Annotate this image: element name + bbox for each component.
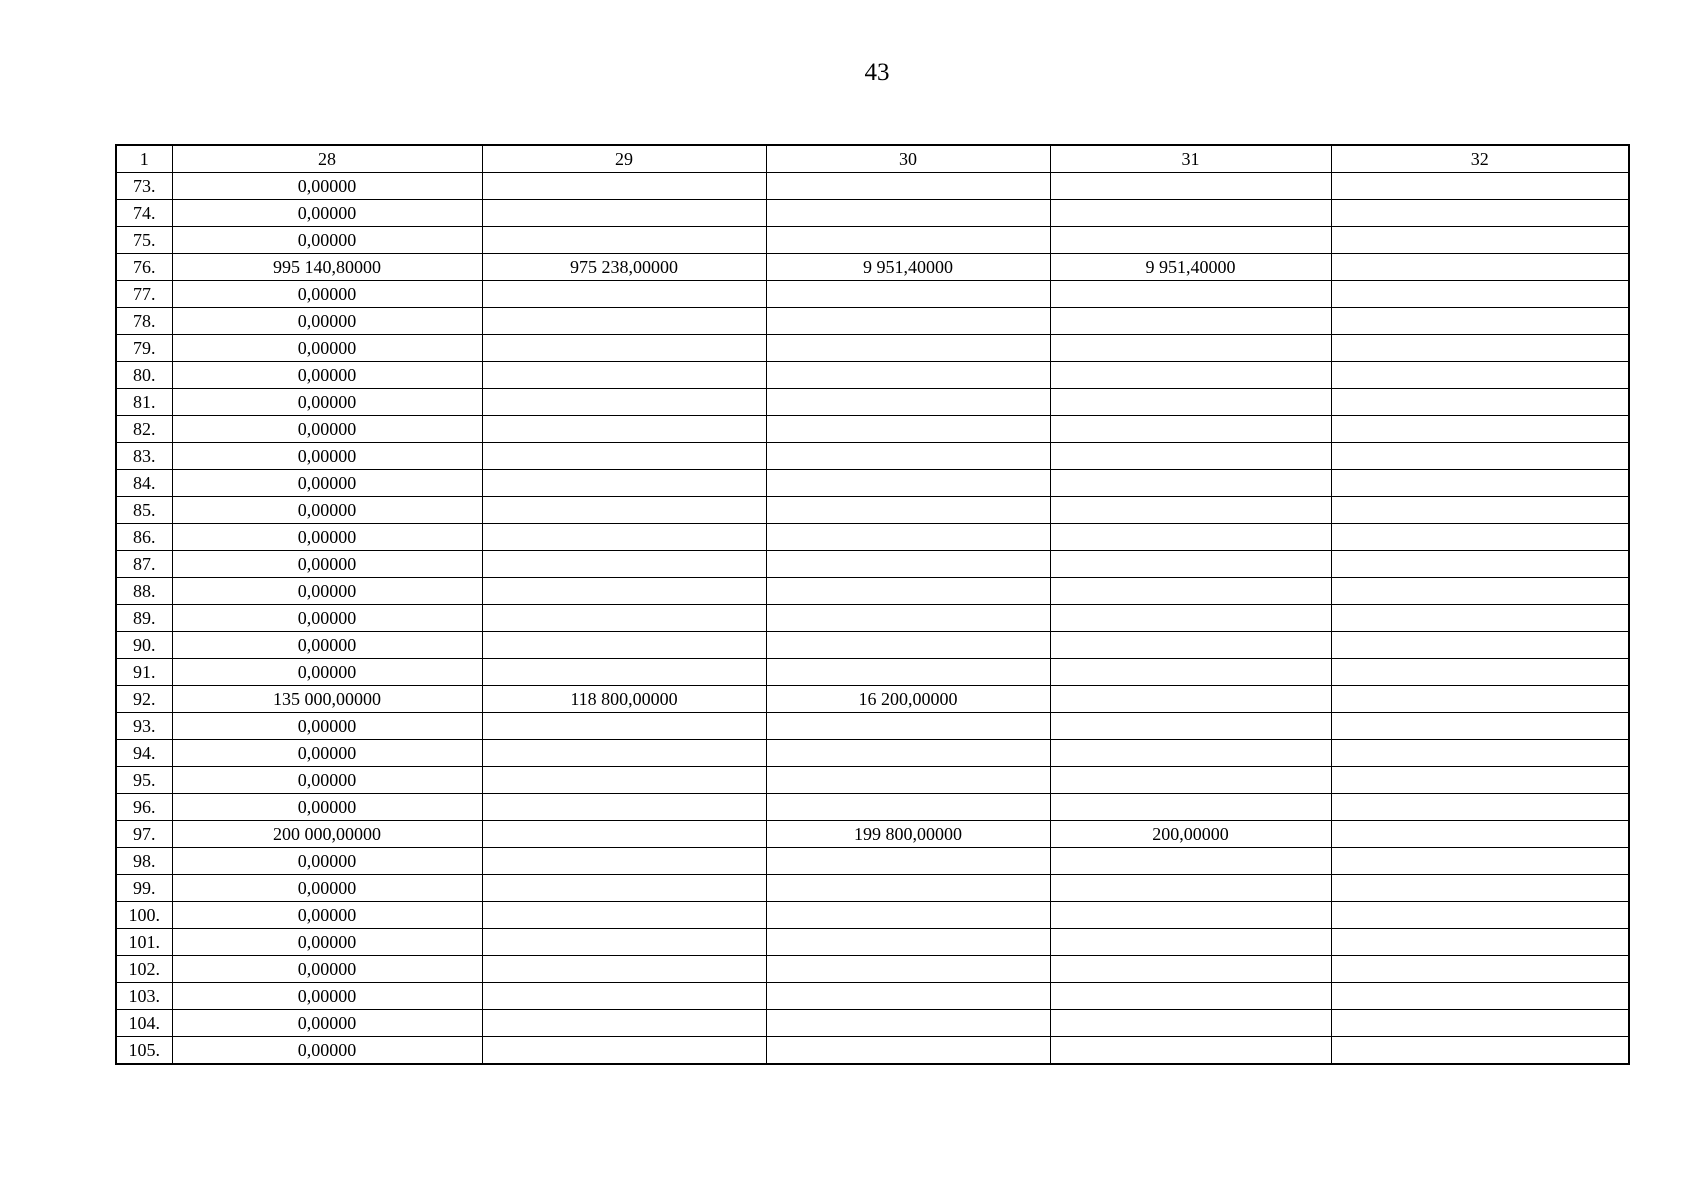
row-number-cell: 95. bbox=[116, 767, 172, 794]
table-cell bbox=[482, 794, 766, 821]
table-cell bbox=[1331, 281, 1629, 308]
table-cell bbox=[766, 794, 1050, 821]
table-cell bbox=[482, 902, 766, 929]
table-cell bbox=[482, 308, 766, 335]
table-cell bbox=[482, 1010, 766, 1037]
row-number-cell: 98. bbox=[116, 848, 172, 875]
row-number-cell: 97. bbox=[116, 821, 172, 848]
table-row bbox=[116, 686, 1629, 713]
table-cell: 0,00000 bbox=[172, 875, 482, 902]
table-cell bbox=[1050, 443, 1331, 470]
table-cell bbox=[766, 443, 1050, 470]
table-row bbox=[116, 173, 1629, 200]
table-cell bbox=[766, 308, 1050, 335]
table-cell bbox=[482, 416, 766, 443]
table-cell bbox=[1050, 605, 1331, 632]
table-cell: 0,00000 bbox=[172, 281, 482, 308]
table-cell bbox=[1050, 713, 1331, 740]
table-cell bbox=[766, 713, 1050, 740]
row-number-cell: 99. bbox=[116, 875, 172, 902]
table-cell bbox=[482, 389, 766, 416]
row-number-cell: 79. bbox=[116, 335, 172, 362]
table-cell: 0,00000 bbox=[172, 578, 482, 605]
table-cell bbox=[1050, 659, 1331, 686]
table-cell bbox=[766, 902, 1050, 929]
table-cell bbox=[1331, 848, 1629, 875]
header-cell: 32 bbox=[1331, 145, 1629, 173]
table-cell: 0,00000 bbox=[172, 362, 482, 389]
table-cell bbox=[1331, 524, 1629, 551]
header-cell: 29 bbox=[482, 145, 766, 173]
table-cell bbox=[766, 983, 1050, 1010]
table-row bbox=[116, 956, 1629, 983]
table-cell bbox=[1331, 254, 1629, 281]
table-cell: 0,00000 bbox=[172, 794, 482, 821]
table-cell: 0,00000 bbox=[172, 227, 482, 254]
table-cell bbox=[1331, 632, 1629, 659]
table-cell bbox=[1050, 848, 1331, 875]
row-number-cell: 101. bbox=[116, 929, 172, 956]
table-cell: 9 951,40000 bbox=[766, 254, 1050, 281]
table-row bbox=[116, 362, 1629, 389]
table-row bbox=[116, 767, 1629, 794]
table-cell bbox=[482, 362, 766, 389]
row-number-cell: 81. bbox=[116, 389, 172, 416]
table-cell bbox=[1331, 308, 1629, 335]
table-cell bbox=[1050, 200, 1331, 227]
table-cell bbox=[1331, 200, 1629, 227]
table-cell bbox=[1050, 470, 1331, 497]
table-cell: 995 140,80000 bbox=[172, 254, 482, 281]
table-cell: 0,00000 bbox=[172, 1010, 482, 1037]
table-cell bbox=[766, 875, 1050, 902]
table-cell bbox=[1331, 1010, 1629, 1037]
row-number-cell: 91. bbox=[116, 659, 172, 686]
table-cell bbox=[1050, 686, 1331, 713]
table-cell bbox=[1331, 605, 1629, 632]
table-row bbox=[116, 335, 1629, 362]
table-cell: 0,00000 bbox=[172, 605, 482, 632]
table-cell bbox=[482, 173, 766, 200]
table-row bbox=[116, 794, 1629, 821]
table-cell: 0,00000 bbox=[172, 335, 482, 362]
row-number-cell: 82. bbox=[116, 416, 172, 443]
table-cell: 0,00000 bbox=[172, 308, 482, 335]
table-cell bbox=[1050, 902, 1331, 929]
table-row bbox=[116, 524, 1629, 551]
table-cell bbox=[766, 524, 1050, 551]
row-number-cell: 93. bbox=[116, 713, 172, 740]
header-cell: 28 bbox=[172, 145, 482, 173]
table-cell: 199 800,00000 bbox=[766, 821, 1050, 848]
table-cell bbox=[482, 632, 766, 659]
table-cell: 0,00000 bbox=[172, 659, 482, 686]
table-cell bbox=[1331, 227, 1629, 254]
table-cell: 0,00000 bbox=[172, 983, 482, 1010]
table-cell bbox=[1331, 173, 1629, 200]
data-table bbox=[115, 144, 1630, 1065]
table-cell: 0,00000 bbox=[172, 173, 482, 200]
table-cell bbox=[1331, 470, 1629, 497]
table-cell: 0,00000 bbox=[172, 713, 482, 740]
row-number-cell: 100. bbox=[116, 902, 172, 929]
table-cell bbox=[482, 443, 766, 470]
table-cell: 0,00000 bbox=[172, 551, 482, 578]
table-row bbox=[116, 821, 1629, 848]
table-cell bbox=[766, 605, 1050, 632]
table-cell bbox=[482, 227, 766, 254]
header-cell: 31 bbox=[1050, 145, 1331, 173]
table-row bbox=[116, 929, 1629, 956]
table-cell bbox=[1050, 551, 1331, 578]
table-row bbox=[116, 578, 1629, 605]
table-cell bbox=[1050, 578, 1331, 605]
table-cell bbox=[482, 740, 766, 767]
table-cell bbox=[1050, 497, 1331, 524]
table-cell bbox=[482, 929, 766, 956]
table-cell bbox=[1331, 416, 1629, 443]
table-header-row bbox=[116, 145, 1629, 173]
table-row bbox=[116, 200, 1629, 227]
table-cell bbox=[482, 983, 766, 1010]
table-row bbox=[116, 902, 1629, 929]
table-cell: 0,00000 bbox=[172, 443, 482, 470]
table-cell bbox=[766, 470, 1050, 497]
table-row bbox=[116, 281, 1629, 308]
table-cell bbox=[482, 659, 766, 686]
table-cell: 135 000,00000 bbox=[172, 686, 482, 713]
table-cell bbox=[1331, 551, 1629, 578]
row-number-cell: 104. bbox=[116, 1010, 172, 1037]
row-number-cell: 86. bbox=[116, 524, 172, 551]
row-number-cell: 78. bbox=[116, 308, 172, 335]
row-number-cell: 87. bbox=[116, 551, 172, 578]
table-cell: 0,00000 bbox=[172, 200, 482, 227]
row-number-cell: 102. bbox=[116, 956, 172, 983]
table-row bbox=[116, 1037, 1629, 1065]
table-cell bbox=[1331, 389, 1629, 416]
table-row bbox=[116, 416, 1629, 443]
row-number-cell: 76. bbox=[116, 254, 172, 281]
table-cell bbox=[766, 632, 1050, 659]
table-cell bbox=[1331, 443, 1629, 470]
table-cell bbox=[1050, 362, 1331, 389]
table-cell bbox=[1331, 713, 1629, 740]
table-row bbox=[116, 875, 1629, 902]
table-cell bbox=[766, 227, 1050, 254]
table-cell bbox=[1331, 335, 1629, 362]
table-cell bbox=[1331, 659, 1629, 686]
table-cell bbox=[1050, 281, 1331, 308]
header-cell: 30 bbox=[766, 145, 1050, 173]
table-cell bbox=[1050, 416, 1331, 443]
table-cell bbox=[1331, 875, 1629, 902]
header-cell: 1 bbox=[116, 145, 172, 173]
table-cell bbox=[1331, 578, 1629, 605]
table-cell bbox=[1050, 983, 1331, 1010]
table-cell: 0,00000 bbox=[172, 956, 482, 983]
table-row bbox=[116, 605, 1629, 632]
row-number-cell: 105. bbox=[116, 1037, 172, 1065]
table-cell bbox=[766, 740, 1050, 767]
table-row bbox=[116, 254, 1629, 281]
table-cell bbox=[766, 281, 1050, 308]
table-cell bbox=[766, 767, 1050, 794]
table-cell bbox=[1331, 497, 1629, 524]
table-row bbox=[116, 470, 1629, 497]
row-number-cell: 85. bbox=[116, 497, 172, 524]
table-cell bbox=[1050, 524, 1331, 551]
row-number-cell: 74. bbox=[116, 200, 172, 227]
table-cell bbox=[482, 281, 766, 308]
table-cell bbox=[482, 713, 766, 740]
table-cell: 0,00000 bbox=[172, 902, 482, 929]
table-cell: 0,00000 bbox=[172, 929, 482, 956]
table-cell bbox=[482, 470, 766, 497]
table-cell bbox=[1331, 902, 1629, 929]
table-cell bbox=[766, 362, 1050, 389]
table-cell bbox=[482, 578, 766, 605]
table-row bbox=[116, 632, 1629, 659]
table-cell bbox=[766, 848, 1050, 875]
row-number-cell: 75. bbox=[116, 227, 172, 254]
table-cell bbox=[482, 767, 766, 794]
row-number-cell: 89. bbox=[116, 605, 172, 632]
table-cell bbox=[1050, 956, 1331, 983]
table-row bbox=[116, 983, 1629, 1010]
page-number: 43 bbox=[864, 59, 890, 86]
row-number-cell: 77. bbox=[116, 281, 172, 308]
table-cell bbox=[482, 1037, 766, 1065]
row-number-cell: 96. bbox=[116, 794, 172, 821]
table-row bbox=[116, 443, 1629, 470]
table-row bbox=[116, 713, 1629, 740]
table-row bbox=[116, 740, 1629, 767]
table-cell bbox=[766, 578, 1050, 605]
table-cell: 0,00000 bbox=[172, 740, 482, 767]
table-cell bbox=[1331, 740, 1629, 767]
row-number-cell: 90. bbox=[116, 632, 172, 659]
table-cell: 0,00000 bbox=[172, 470, 482, 497]
table-cell bbox=[1331, 362, 1629, 389]
table-body bbox=[116, 145, 1629, 1064]
table-cell bbox=[766, 416, 1050, 443]
table-row bbox=[116, 659, 1629, 686]
table-cell: 200,00000 bbox=[1050, 821, 1331, 848]
table-row bbox=[116, 848, 1629, 875]
table-row bbox=[116, 227, 1629, 254]
table-cell: 0,00000 bbox=[172, 1037, 482, 1065]
table-cell bbox=[1331, 821, 1629, 848]
table-cell: 200 000,00000 bbox=[172, 821, 482, 848]
table-cell bbox=[482, 335, 766, 362]
table-cell bbox=[1050, 308, 1331, 335]
row-number-cell: 103. bbox=[116, 983, 172, 1010]
table-cell: 0,00000 bbox=[172, 848, 482, 875]
table-cell bbox=[1050, 740, 1331, 767]
table-cell bbox=[766, 497, 1050, 524]
table-cell bbox=[1050, 173, 1331, 200]
table-cell bbox=[1331, 956, 1629, 983]
table-cell bbox=[1050, 335, 1331, 362]
table-cell: 0,00000 bbox=[172, 524, 482, 551]
row-number-cell: 88. bbox=[116, 578, 172, 605]
table-cell bbox=[766, 929, 1050, 956]
table-row bbox=[116, 497, 1629, 524]
row-number-cell: 80. bbox=[116, 362, 172, 389]
table-cell: 0,00000 bbox=[172, 767, 482, 794]
table-cell bbox=[482, 875, 766, 902]
table-cell bbox=[1050, 767, 1331, 794]
table-cell bbox=[766, 173, 1050, 200]
table-cell bbox=[1331, 983, 1629, 1010]
table-cell bbox=[1331, 767, 1629, 794]
row-number-cell: 84. bbox=[116, 470, 172, 497]
table-cell bbox=[766, 956, 1050, 983]
table-cell bbox=[482, 497, 766, 524]
table-cell bbox=[766, 1010, 1050, 1037]
table-cell bbox=[482, 605, 766, 632]
table-cell bbox=[482, 848, 766, 875]
row-number-cell: 83. bbox=[116, 443, 172, 470]
table-cell bbox=[1050, 1037, 1331, 1065]
table-cell bbox=[1331, 1037, 1629, 1065]
table-cell bbox=[1050, 1010, 1331, 1037]
table-cell bbox=[1050, 929, 1331, 956]
row-number-cell: 94. bbox=[116, 740, 172, 767]
table-cell: 0,00000 bbox=[172, 389, 482, 416]
table-cell bbox=[482, 821, 766, 848]
table-cell bbox=[1331, 686, 1629, 713]
table-cell: 0,00000 bbox=[172, 497, 482, 524]
table-row bbox=[116, 389, 1629, 416]
table-cell bbox=[482, 524, 766, 551]
table-cell bbox=[766, 659, 1050, 686]
table-cell: 118 800,00000 bbox=[482, 686, 766, 713]
table-cell: 0,00000 bbox=[172, 632, 482, 659]
table-cell: 16 200,00000 bbox=[766, 686, 1050, 713]
table-cell: 975 238,00000 bbox=[482, 254, 766, 281]
table-cell bbox=[766, 551, 1050, 578]
table-row bbox=[116, 308, 1629, 335]
table-cell bbox=[1050, 632, 1331, 659]
table-cell bbox=[1050, 794, 1331, 821]
table-cell bbox=[1050, 389, 1331, 416]
table-cell bbox=[766, 200, 1050, 227]
table-cell bbox=[766, 335, 1050, 362]
table-cell: 0,00000 bbox=[172, 416, 482, 443]
table-row bbox=[116, 1010, 1629, 1037]
table-cell bbox=[482, 200, 766, 227]
table-cell bbox=[766, 1037, 1050, 1065]
row-number-cell: 73. bbox=[116, 173, 172, 200]
table-row bbox=[116, 551, 1629, 578]
table-cell bbox=[482, 956, 766, 983]
table-cell bbox=[1331, 794, 1629, 821]
table-cell bbox=[482, 551, 766, 578]
table-cell bbox=[1050, 875, 1331, 902]
table-cell bbox=[1050, 227, 1331, 254]
table-cell bbox=[766, 389, 1050, 416]
table-cell: 9 951,40000 bbox=[1050, 254, 1331, 281]
row-number-cell: 92. bbox=[116, 686, 172, 713]
table-cell bbox=[1331, 929, 1629, 956]
